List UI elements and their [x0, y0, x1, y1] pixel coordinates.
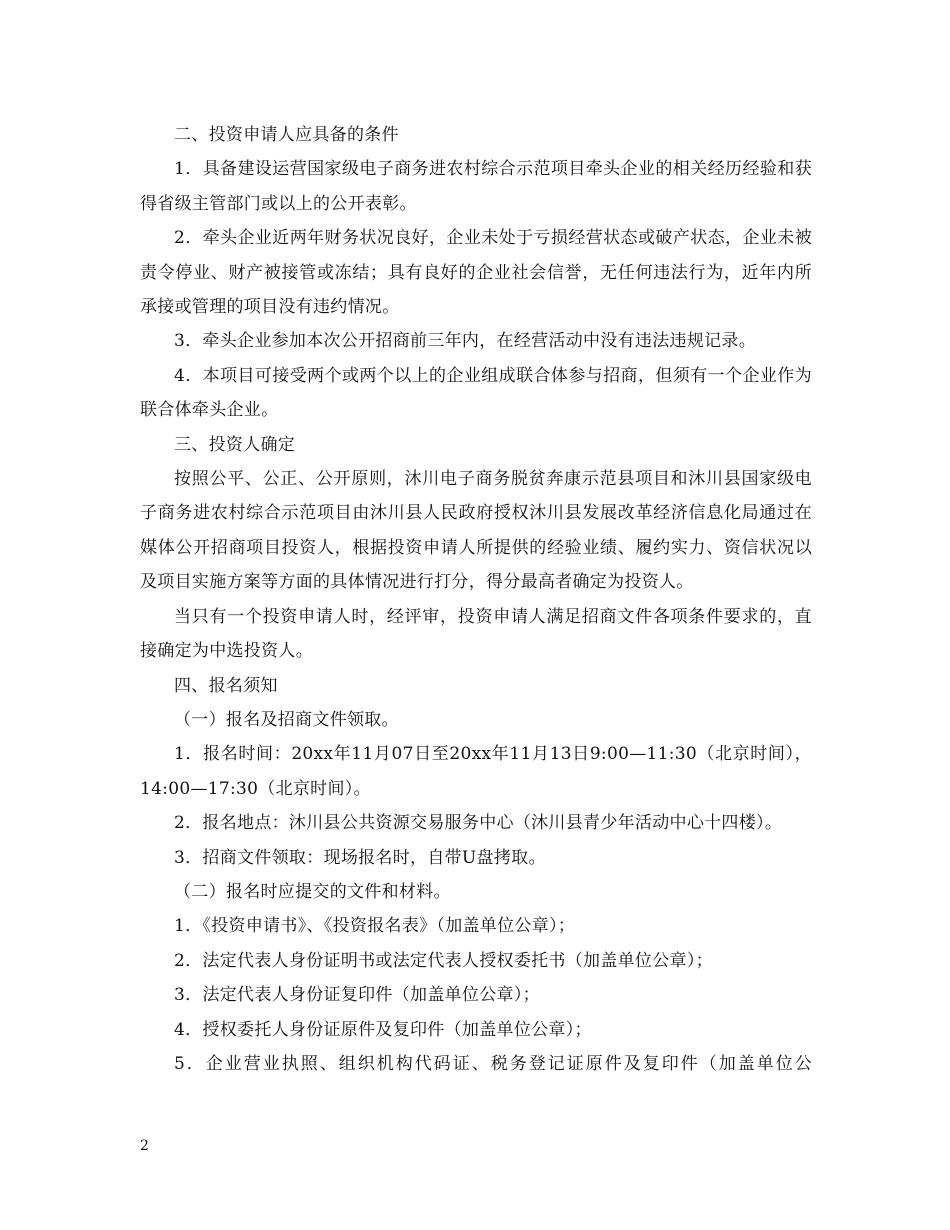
required-material-2: 2．法定代表人身份证明书或法定代表人授权委托书（加盖单位公章）； — [174, 950, 713, 971]
condition-item-4: 4．本项目可接受两个或两个以上的企业组成联合体参与招商，但须有一个企业作为联合体牵头企业。 — [140, 365, 812, 421]
registration-time: 1．报名时间：20xx年11月07日至20xx年11月13日9:00—11:30（北京时间），14:00—17:30（北京时间）。 — [140, 744, 812, 799]
section-heading-registration: 四、报名须知 — [174, 675, 278, 696]
registration-document-pickup: 3．招商文件领取：现场报名时，自带U盘拷取。 — [174, 847, 546, 868]
required-material-4: 4．授权委托人身份证原件及复印件（加盖单位公章）； — [174, 1019, 592, 1040]
condition-item-3: 3．牵头企业参加本次公开招商前三年内，在经营活动中没有违法违规记录。 — [174, 331, 757, 352]
determination-paragraph-2: 当只有一个投资申请人时，经评审，投资申请人满足招商文件各项条件要求的，直接确定为中选投资人。 — [140, 606, 812, 662]
determination-paragraph-1: 按照公平、公正、公开原则，沐川电子商务脱贫奔康示范县项目和沐川县国家级电子商务进农村综合示范项目由沐川县人民政府授权沐川县发展改革经济信息化局通过在媒体公开招商项目投资人，根据投资申请人所提供的经验业绩、履约实力、资信状况以及项目实施方案等方面的具体情况进行打分，得分最高者确定为投资人。 — [140, 469, 812, 593]
subsection-heading-registration-documents: （一）报名及招商文件领取。 — [174, 709, 399, 730]
required-material-3: 3．法定代表人身份证复印件（加盖单位公章）； — [174, 985, 540, 1006]
section-heading-investor-determination: 三、投资人确定 — [174, 434, 296, 455]
condition-item-2: 2．牵头企业近两年财务状况良好，企业未处于亏损经营状态或破产状态，企业未被责令停业、财产被接管或冻结；具有良好的企业社会信誉，无任何违法行为，近年内所承接或管理的项目没有违约情况。 — [140, 228, 812, 318]
document-body — [140, 118, 812, 1081]
subsection-heading-required-materials: （二）报名时应提交的文件和材料。 — [174, 881, 451, 902]
required-material-1: 1．《投资申请书》、《投资报名表》（加盖单位公章）； — [174, 916, 576, 937]
page-number: 2 — [140, 1138, 149, 1154]
registration-location: 2．报名地点：沐川县公共资源交易服务中心（沐川县青少年活动中心十四楼）。 — [174, 813, 783, 834]
section-heading-investor-conditions: 二、投资申请人应具备的条件 — [174, 125, 399, 145]
required-material-5: 5．企业营业执照、组织机构代码证、税务登记证原件及复印件（加盖单位公 — [174, 1053, 812, 1074]
condition-item-1: 1．具备建设运营国家级电子商务进农村综合示范项目牵头企业的相关经历经验和获得省级主管部门或以上的公开表彰。 — [140, 159, 812, 214]
